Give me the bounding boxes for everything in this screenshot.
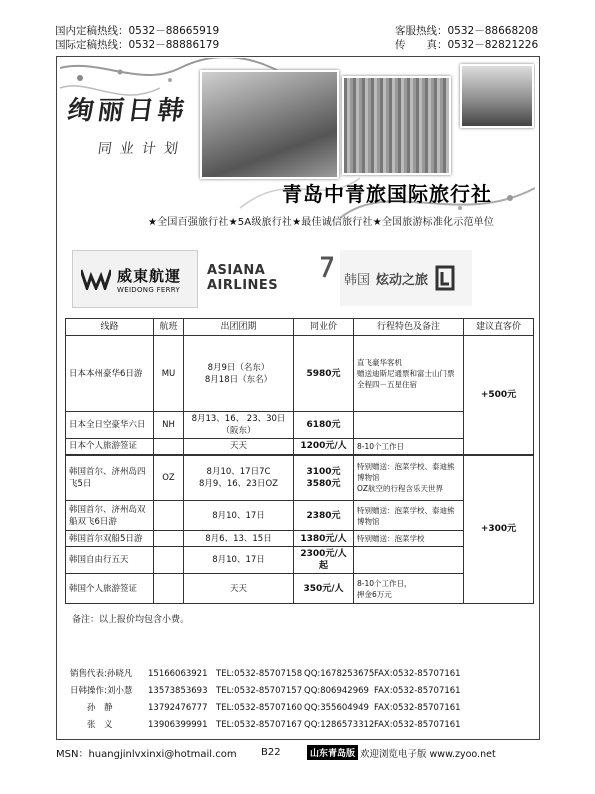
intl-label: 国际定稿热线： — [55, 39, 129, 51]
contact-role: 孙 静 — [70, 703, 113, 713]
intl-phone: 0532－88886179 — [128, 39, 220, 51]
route-cell: 日本个人旅游签证 — [66, 439, 154, 455]
route-cell: 韩国个人旅游签证 — [66, 574, 154, 604]
flight-cell — [154, 547, 184, 574]
page-footer — [56, 745, 496, 760]
col-header-suggest: 建议直客价 — [464, 319, 534, 336]
brand-title: 绚丽日韩 — [65, 96, 190, 126]
dates-cell: 8月10、17日 — [184, 547, 294, 574]
table-header-row — [66, 319, 534, 336]
flight-cell: NH — [154, 412, 184, 439]
header-hotlines — [55, 24, 219, 52]
contact-mobile: 13573853693 — [148, 686, 208, 696]
contact-mobile: 15166063921 — [148, 669, 208, 679]
route-cell: 韩国自由行五天 — [66, 547, 154, 574]
col-header-notes: 行程特色及备注 — [354, 319, 464, 336]
photo-tourists — [200, 70, 339, 179]
dates-cell: 天天 — [184, 574, 294, 604]
col-header-flight: 航班 — [154, 319, 184, 336]
table-row — [66, 412, 534, 439]
domestic-label: 国内定稿热线： — [55, 25, 129, 37]
partner-logos — [72, 250, 472, 308]
dates-cell: 8月10、17日7C 8月9、16、23日OZ — [184, 455, 294, 501]
contact-tel: TEL:0532-85707167 — [216, 720, 303, 730]
contact-row — [70, 717, 461, 734]
table-row — [66, 336, 534, 412]
korea-text-a: 韩国 — [344, 272, 371, 288]
asiana-wing-icon — [319, 256, 333, 278]
contact-qq: QQ:1678253675 — [304, 669, 375, 679]
contact-tel: TEL:0532-85707160 — [216, 703, 303, 713]
weidong-en: WEIDONG FERRY — [117, 285, 181, 294]
note-cell: 直飞豪华客机 赠送迪斯尼通票和富士山门票 全程四－五星住宿 — [354, 336, 464, 412]
route-cell: 韩国首尔、济州岛双船双飞6日游 — [66, 501, 154, 531]
table-row — [66, 501, 534, 531]
note-cell: 8-10个工作日 — [354, 439, 464, 455]
route-cell: 日本全日空豪华六日 — [66, 412, 154, 439]
price-cell: 1200元/人 — [294, 439, 354, 455]
asiana-text: ASIANA AIRLINES — [207, 263, 279, 293]
note-cell: 特别赠送：泡菜学校、泰迪熊博物馆 — [354, 501, 464, 531]
flight-cell — [154, 531, 184, 547]
service-label: 客服热线： — [395, 25, 448, 37]
contact-role: 张 义 — [70, 720, 113, 730]
korea-tourism-logo — [340, 250, 472, 306]
asiana-logo — [207, 250, 337, 306]
korea-mark-icon — [434, 264, 456, 292]
contact-fax: FAX:0532-85707161 — [374, 686, 461, 696]
dates-cell: 8月10、17日 — [184, 501, 294, 531]
dates-cell: 8月13、16、 23、30日（阪东） — [184, 412, 294, 439]
price-cell: 3100元 3580元 — [294, 455, 354, 501]
route-cell: 韩国首尔双船5日游 — [66, 531, 154, 547]
domestic-phone: 0532－88665919 — [128, 25, 220, 37]
photo-city — [460, 64, 534, 128]
contact-row — [70, 666, 461, 683]
fax-label: 传 真： — [395, 39, 448, 51]
contact-mobile: 13792476777 — [148, 703, 208, 713]
flight-cell — [154, 574, 184, 604]
contact-row — [70, 683, 461, 700]
price-cell: 6180元 — [294, 412, 354, 439]
korea-text-b: 炫动之旅 — [376, 272, 429, 288]
suggest-price-korea: +300元 — [464, 455, 534, 604]
contact-tel: TEL:0532-85707157 — [216, 686, 303, 696]
note-cell — [354, 412, 464, 439]
col-header-dates: 出团团期 — [184, 319, 294, 336]
contact-fax: FAX:0532-85707161 — [374, 669, 461, 679]
col-header-route: 线路 — [66, 319, 154, 336]
price-cell: 1380元/人 — [294, 531, 354, 547]
note-cell: 8-10个工作日， 押金6万元 — [354, 574, 464, 604]
weidong-ferry-logo — [72, 250, 198, 308]
table-row — [66, 547, 534, 574]
contact-row — [70, 700, 461, 717]
page-number: B22 — [261, 747, 281, 758]
photo-forest — [342, 76, 451, 175]
company-name: 青岛中青旅国际旅行社 — [282, 182, 492, 206]
note-cell: 特别赠送：泡菜学校、泰迪熊博物馆 OZ航空的行程含乐天世界 — [354, 455, 464, 501]
dates-cell: 8月6、13、15日 — [184, 531, 294, 547]
contact-qq: QQ:1286573312 — [304, 720, 375, 730]
flight-cell: OZ — [154, 455, 184, 501]
footer-msn: MSN：huangjinlvxinxi@hotmail.com — [56, 749, 237, 760]
dates-cell: 天天 — [184, 439, 294, 455]
dates-cell: 8月9日（名东） 8月18日（东名） — [184, 336, 294, 412]
footer-website: 欢迎浏览电子版 www.zyoo.net — [360, 748, 496, 760]
price-cell: 5980元 — [294, 336, 354, 412]
contact-tel: TEL:0532-85707158 — [216, 669, 303, 679]
table-row — [66, 531, 534, 547]
service-phone: 0532－88668208 — [447, 25, 539, 37]
table-row — [66, 439, 534, 455]
contact-fax: FAX:0532-85707161 — [374, 703, 461, 713]
price-remark: 备注：以上报价均包含小费。 — [72, 615, 190, 625]
col-header-price: 同业价 — [294, 319, 354, 336]
contact-list — [70, 666, 461, 734]
contact-role: 日韩操作:刘小慧 — [70, 686, 133, 696]
brand-subtitle: 同业计划 — [96, 141, 187, 157]
banner — [60, 58, 535, 238]
price-cell: 2380元 — [294, 501, 354, 531]
contact-role: 销售代表:孙晓凡 — [70, 669, 133, 679]
price-cell: 2300元/人起 — [294, 547, 354, 574]
table-row — [66, 455, 534, 501]
flight-cell — [154, 501, 184, 531]
route-cell: 日本本州豪华6日游 — [66, 336, 154, 412]
note-cell — [354, 547, 464, 574]
route-cell: 韩国首尔、济州岛四飞5日 — [66, 455, 154, 501]
price-table — [65, 318, 534, 604]
contact-qq: QQ:355604949 — [304, 703, 369, 713]
fax-phone: 0532－82821226 — [447, 39, 539, 51]
slogan: ★全国百强旅行社★5A级旅行社★最佳诚信旅行社★全国旅游标准化示范单位 — [148, 217, 495, 228]
contact-mobile: 13906399991 — [148, 720, 208, 730]
flight-cell — [154, 439, 184, 455]
note-cell: 特别赠送：泡菜学校 — [354, 531, 464, 547]
price-cell: 350元/人 — [294, 574, 354, 604]
contact-qq: QQ:806942969 — [304, 686, 369, 696]
weidong-cn: 威東航運 — [117, 266, 182, 285]
flight-cell: MU — [154, 336, 184, 412]
weidong-mark-icon — [81, 268, 111, 290]
header-service — [395, 24, 538, 52]
contact-fax: FAX:0532-85707161 — [374, 720, 461, 730]
edition-badge: 山东青岛版 — [307, 745, 358, 760]
suggest-price-japan: +500元 — [464, 336, 534, 455]
table-row — [66, 574, 534, 604]
